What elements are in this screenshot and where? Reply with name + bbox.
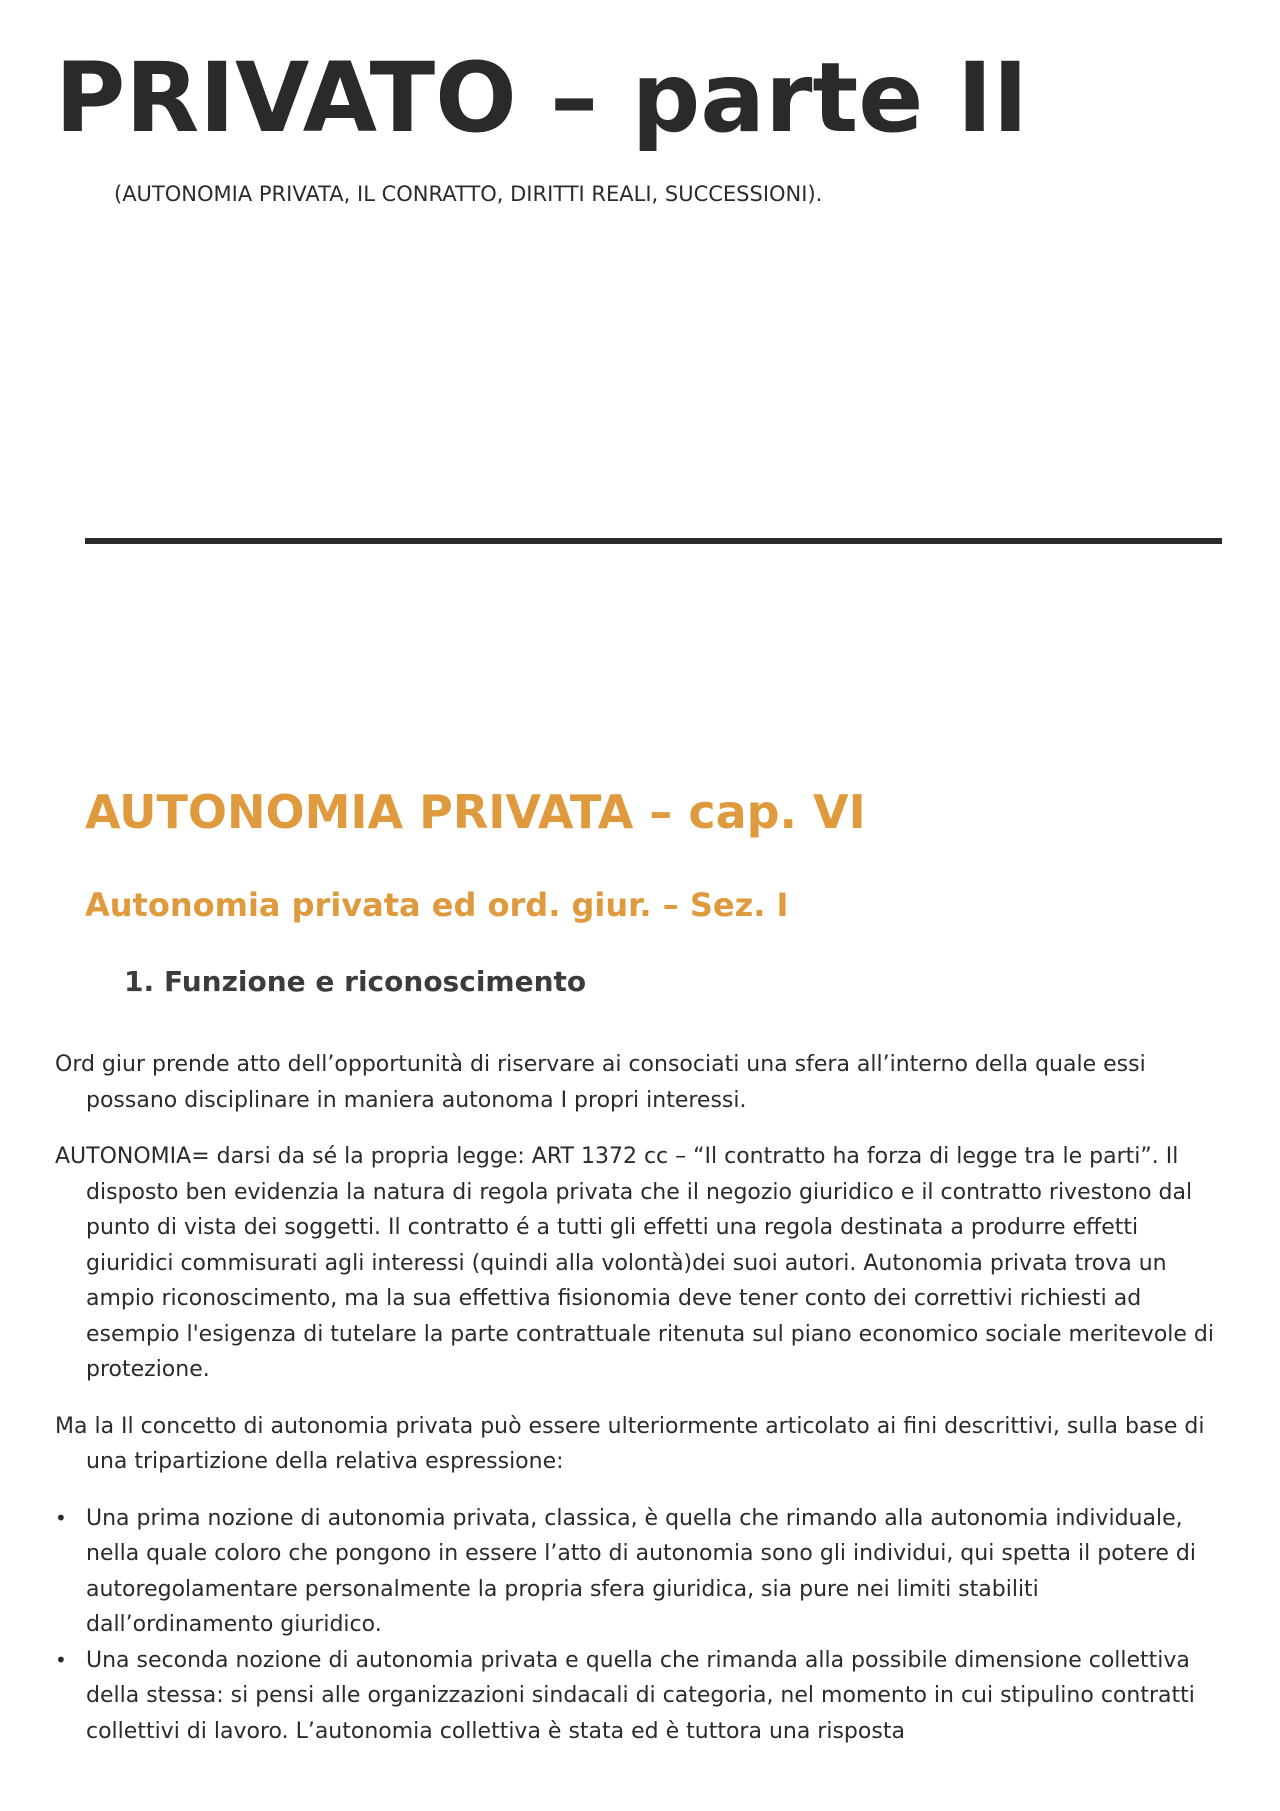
chapter-heading: AUTONOMIA PRIVATA – cap. VI	[85, 785, 866, 839]
subsection-heading	[124, 965, 586, 998]
document-title: PRIVATO – parte II	[55, 42, 1029, 154]
bullet-item	[55, 1643, 1220, 1750]
bullet-list	[55, 1501, 1220, 1750]
bullet-icon: •	[55, 1505, 67, 1530]
bullet-item	[55, 1501, 1220, 1643]
horizontal-divider	[85, 538, 1222, 544]
bullet-text: Una prima nozione di autonomia privata, classica, è quella che rimando alla autonomia individuale, nella quale coloro che pongono in essere l’atto di autonomia sono gli individui, qui spetta il potere di autoregolamentare personalmente la propria sfera giuridica, sia pure nei limiti stabiliti dall’ordinamento giuridico.	[86, 1505, 1196, 1637]
document-subtitle: (AUTONOMIA PRIVATA, IL CONRATTO, DIRITTI REALI, SUCCESSIONI).	[114, 182, 823, 206]
paragraph: AUTONOMIA= darsi da sé la propria legge: ART 1372 cc – “Il contratto ha forza di legge tra le parti”. Il disposto ben evidenzia la natura di regola privata che il negozio giuridico e il contratto rivestono dal punto di vista dei soggetti. Il contratto é a tutti gli effetti una regola destinata a produrre effetti giuridici commisurati agli interessi (quindi alla volontà)dei suoi autori. Autonomia privata trova un ampio riconoscimento, ma la sua effettiva fisionomia deve tener conto dei correttivi richiesti ad esempio l'esigenza di tutelare la parte contrattuale ritenuta sul piano economico sociale meritevole di protezione.	[55, 1144, 1215, 1382]
subsection-title: Funzione e riconoscimento	[164, 965, 587, 998]
section-heading: Autonomia privata ed ord. giur. – Sez. I	[85, 886, 789, 924]
bullet-icon: •	[55, 1647, 67, 1672]
document-body	[55, 1047, 1220, 1749]
bullet-text: Una seconda nozione di autonomia privata e quella che rimanda alla possibile dimensione collettiva della stessa: si pensi alle organizzazioni sindacali di categoria, nel momento in cui stipulino contratti collettivi di lavoro. L’autonomia collettiva è stata ed è tuttora una risposta	[86, 1647, 1195, 1744]
paragraph: Ord giur prende atto dell’opportunità di riservare ai consociati una sfera all’interno della quale essi possano disciplinare in maniera autonoma I propri interessi.	[55, 1052, 1146, 1113]
paragraph: Ma la Il concetto di autonomia privata può essere ulteriormente articolato ai fini descrittivi, sulla base di una tripartizione della relativa espressione:	[55, 1413, 1205, 1474]
subsection-number: 1.	[124, 965, 155, 998]
